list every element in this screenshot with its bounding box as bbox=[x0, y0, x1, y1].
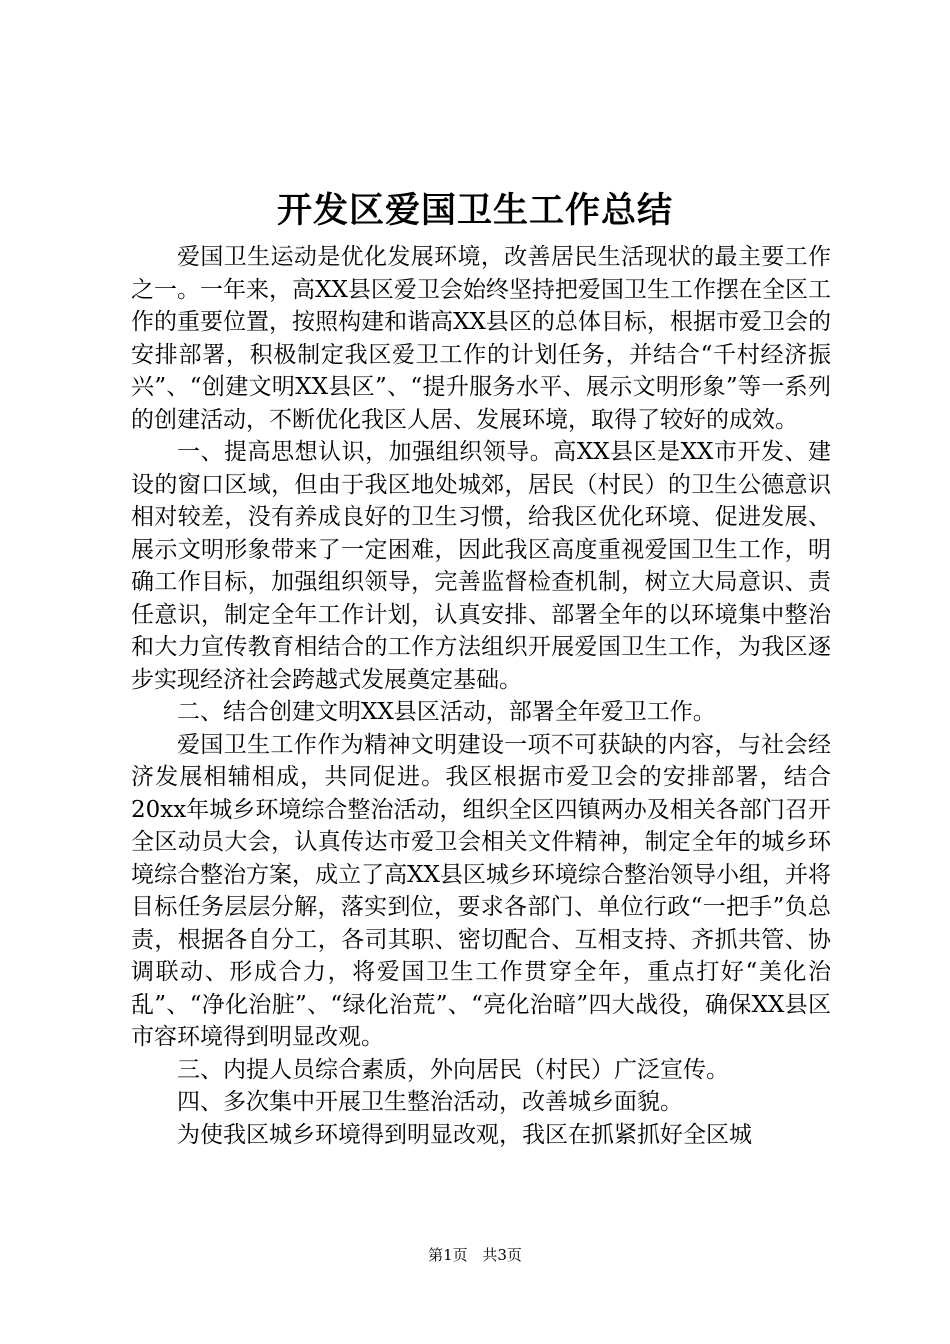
section-heading: 二、结合创建文明XX县区活动，部署全年爱卫工作。 bbox=[177, 699, 716, 725]
paragraph: 为使我区城乡环境得到明显改观，我区在抓紧抓好全区城 bbox=[177, 1121, 752, 1148]
paragraph: 一、提高思想认识，加强组织领导。高XX县区是XX市开发、建设的窗口区域，但由于我区地处城郊，居民（村民）的卫生公德意识相对较差，没有养成良好的卫生习惯，给我区优化环境、促进发展、展示文明形象带来了一定困难，因此我区高度重视爱国卫生工作，明确工作目标，加强组织领导，完善监督检查机制，树立大局意识、责任意识，制定全年工作计划，认真安排、部署全年的以环境集中整治和大力宣传教育相结合的工作方法组织开展爱国卫生工作，为我区逐步实现经济社会跨越式发展奠定基础。 bbox=[131, 439, 831, 693]
page-number: 第1页 bbox=[428, 1246, 468, 1264]
section-heading: 四、多次集中开展卫生整治活动，改善城乡面貌。 bbox=[177, 1089, 683, 1115]
document-body bbox=[131, 241, 831, 1151]
paragraph: 爱国卫生运动是优化发展环境，改善居民生活现状的最主要工作之一。一年来，高XX县区爱卫会始终坚持把爱国卫生工作摆在全区工作的重要位置，按照构建和谐高XX县区的总体目标，根据市爱卫会的安排部署，积极制定我区爱卫工作的计划任务，并结合“千村经济振兴”、“创建文明XX县区”、“提升服务水平、展示文明形象”等一系列的创建活动，不断优化我区人居、发展环境，取得了较好的成效。 bbox=[131, 244, 831, 433]
paragraph: 爱国卫生工作作为精神文明建设一项不可获缺的内容，与社会经济发展相辅相成，共同促进。我区根据市爱卫会的安排部署，结合20xx年城乡环境综合整治活动，组织全区四镇两办及相关各部门召开全区动员大会，认真传达市爱卫会相关文件精神，制定全年的城乡环境综合整治方案，成立了高XX县区城乡环境综合整治领导小组，并将目标任务层层分解，落实到位，要求各部门、单位行政“一把手”负总责，根据各自分工，各司其职、密切配合、互相支持、齐抓共管、协调联动、形成合力，将爱国卫生工作贯穿全年，重点打好“美化治乱”、“净化治脏”、“绿化治荒”、“亮化治暗”四大战役，确保XX县区市容环境得到明显改观。 bbox=[131, 731, 831, 1050]
page-total: 共3页 bbox=[482, 1246, 522, 1264]
document-title: 开发区爱国卫生工作总结 bbox=[276, 190, 673, 231]
page-footer bbox=[0, 1245, 950, 1265]
section-heading: 三、内提人员综合素质，外向居民（村民）广泛宣传。 bbox=[177, 1056, 729, 1083]
